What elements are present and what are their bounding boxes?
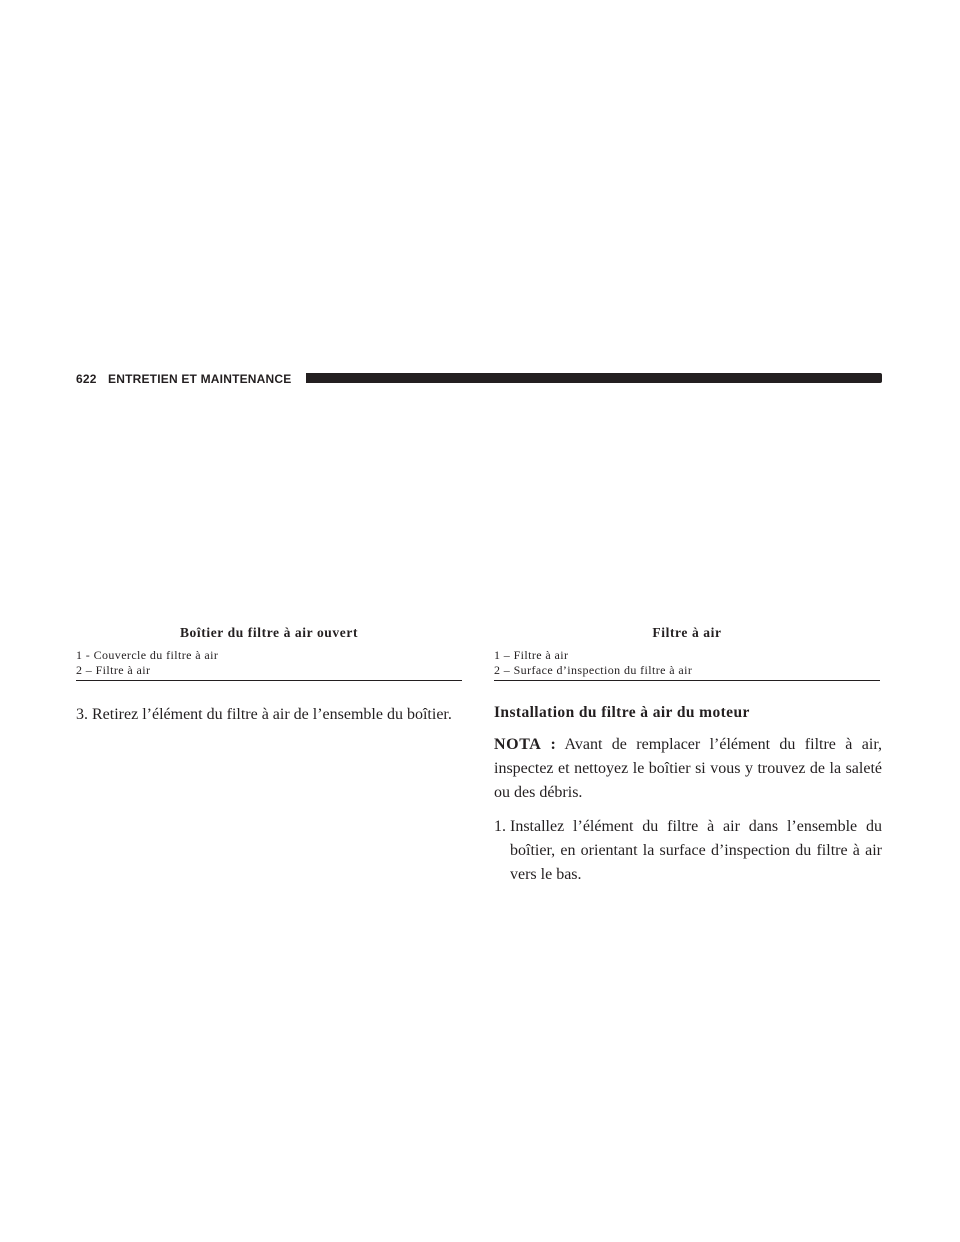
figure-caption-title: Filtre à air <box>652 625 722 640</box>
installation-section <box>494 701 882 887</box>
section-title: ENTRETIEN ET MAINTENANCE <box>108 372 292 386</box>
caption-divider <box>494 680 880 681</box>
step-number: 1. <box>494 818 506 835</box>
figure-legend-item: 1 - Couvercle du filtre à air <box>76 648 219 662</box>
step-3 <box>76 703 466 727</box>
step-1 <box>494 815 882 887</box>
step-text: Retirez l’élément du filtre à air de l’ensemble du boîtier. <box>92 706 452 723</box>
figure-legend-item: 2 – Filtre à air <box>76 663 151 677</box>
header-rule <box>306 373 882 383</box>
figure-legend-item: 1 – Filtre à air <box>494 648 569 662</box>
figure-caption-housing <box>76 624 462 681</box>
note-paragraph <box>494 733 882 805</box>
note-label: NOTA : <box>494 736 557 753</box>
page-header <box>76 370 882 388</box>
step-number: 3. <box>76 706 88 723</box>
figure-caption-filter <box>494 624 880 681</box>
figure-legend-item: 2 – Surface d’inspection du filtre à air <box>494 663 693 677</box>
section-heading: Installation du filtre à air du moteur <box>494 704 750 721</box>
figure-caption-title: Boîtier du filtre à air ouvert <box>179 625 359 640</box>
caption-divider <box>76 680 462 681</box>
note-text: Avant de remplacer l’élément du filtre à air, inspectez et nettoyez le boîtier si vous y trouvez de la saleté ou des débris. <box>494 736 883 801</box>
page-number: 622 <box>76 372 97 386</box>
step-text: Installez l’élément du filtre à air dans l’ensemble du boîtier, en orientant la surface d’inspection du filtre à air vers le bas. <box>510 818 882 883</box>
